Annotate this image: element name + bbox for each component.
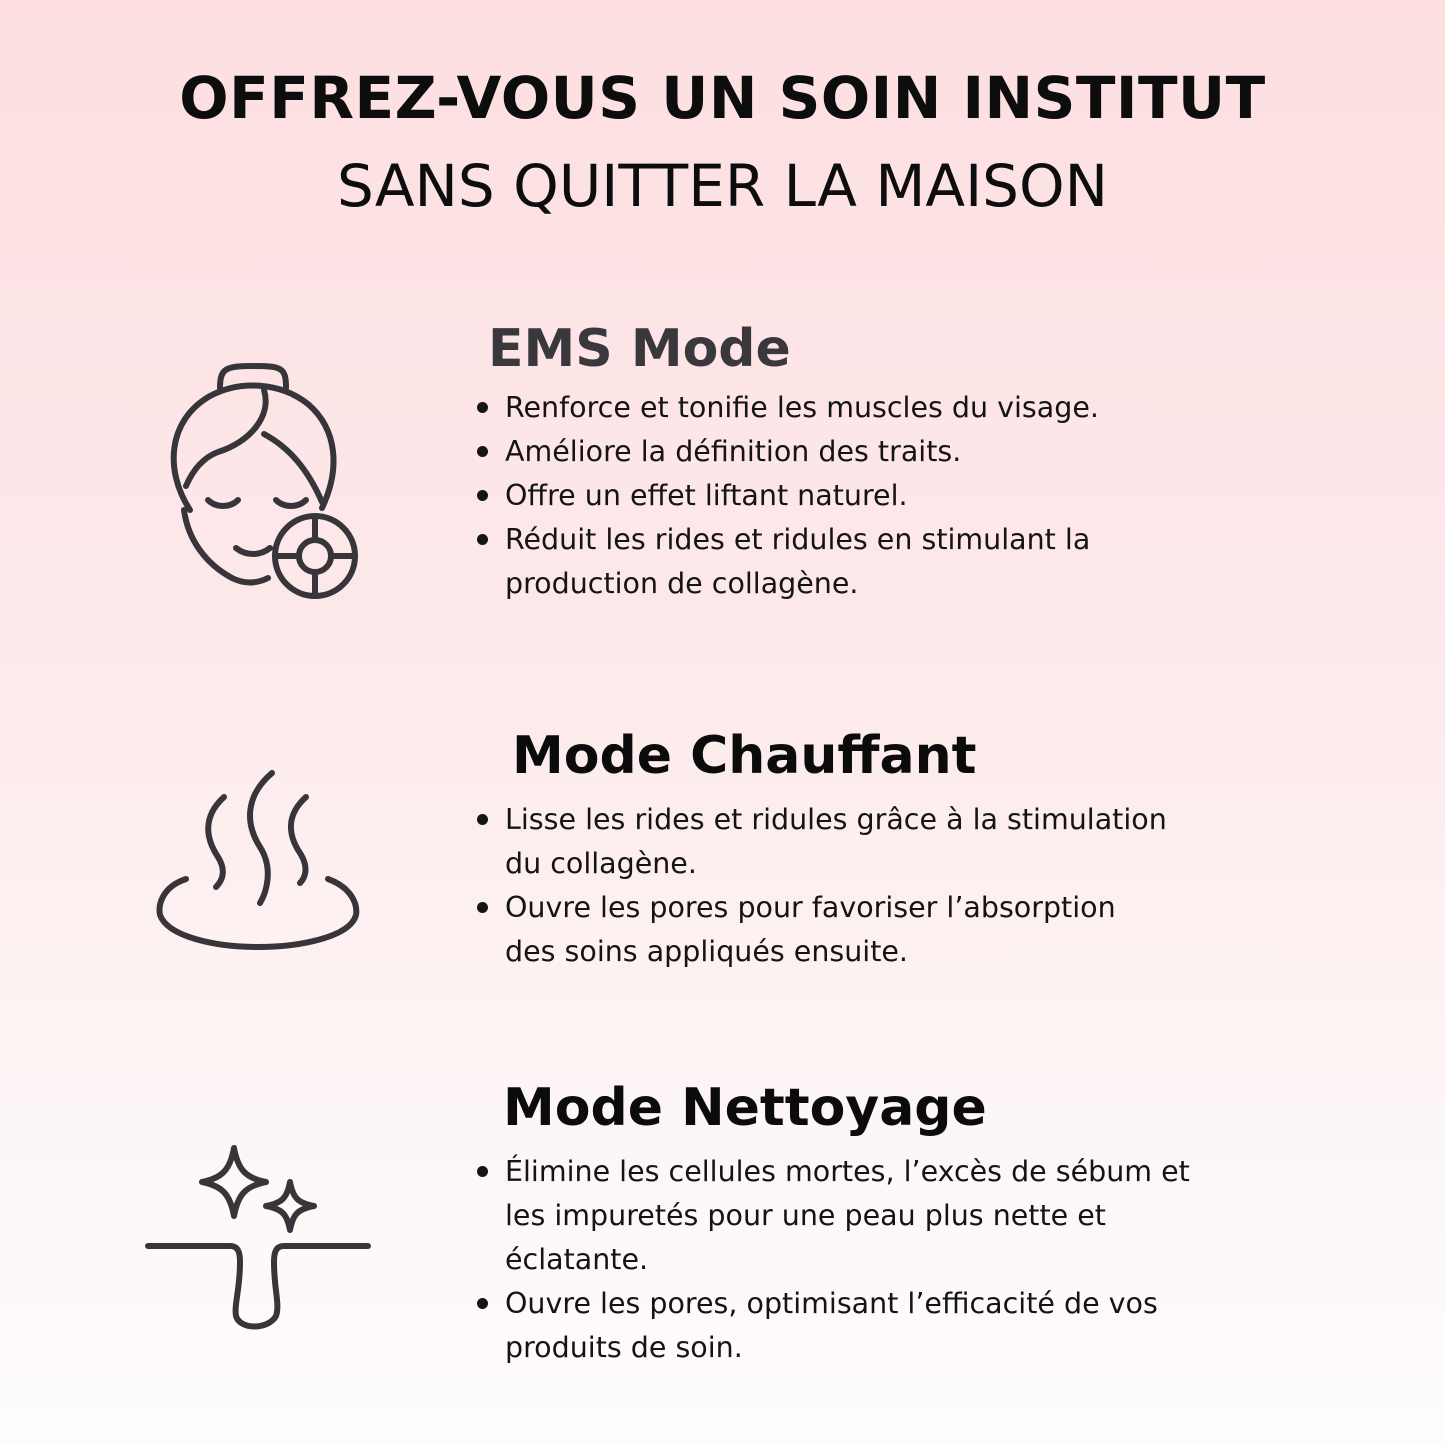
section-heading-chauffant: Mode Chauffant bbox=[512, 726, 977, 786]
list-item: Ouvre les pores, optimisant l’efficacité de vos produits de soin. bbox=[472, 1282, 1195, 1370]
list-item: Élimine les cellules mortes, l’excès de sébum et les impuretés pour une peau plus nette et éclatante. bbox=[472, 1150, 1215, 1282]
list-item: Renforce et tonifie les muscles du visage. bbox=[472, 386, 1232, 430]
page-title: OFFREZ-VOUS UN SOIN INSTITUT bbox=[179, 64, 1266, 132]
bullet-list-chauffant bbox=[472, 798, 1232, 974]
page-subtitle: SANS QUITTER LA MAISON bbox=[336, 152, 1109, 220]
steam-heat-icon bbox=[150, 765, 365, 960]
list-item: Lisse les rides et ridules grâce à la stimulation du collagène. bbox=[472, 798, 1195, 886]
clean-pore-sparkle-icon bbox=[142, 1140, 374, 1340]
list-item: Offre un effet liftant naturel. bbox=[472, 474, 1232, 518]
list-item: Ouvre les pores pour favoriser l’absorption des soins appliqués ensuite. bbox=[472, 886, 1155, 974]
bullet-list-nettoyage bbox=[472, 1150, 1232, 1370]
bullet-list-ems bbox=[472, 386, 1232, 606]
section-heading-nettoyage: Mode Nettoyage bbox=[503, 1078, 987, 1138]
section-heading-ems: EMS Mode bbox=[488, 319, 791, 379]
list-item: Réduit les rides et ridules en stimulant la production de collagène. bbox=[472, 518, 1145, 606]
face-massage-icon bbox=[160, 360, 370, 610]
list-item: Améliore la définition des traits. bbox=[472, 430, 1232, 474]
